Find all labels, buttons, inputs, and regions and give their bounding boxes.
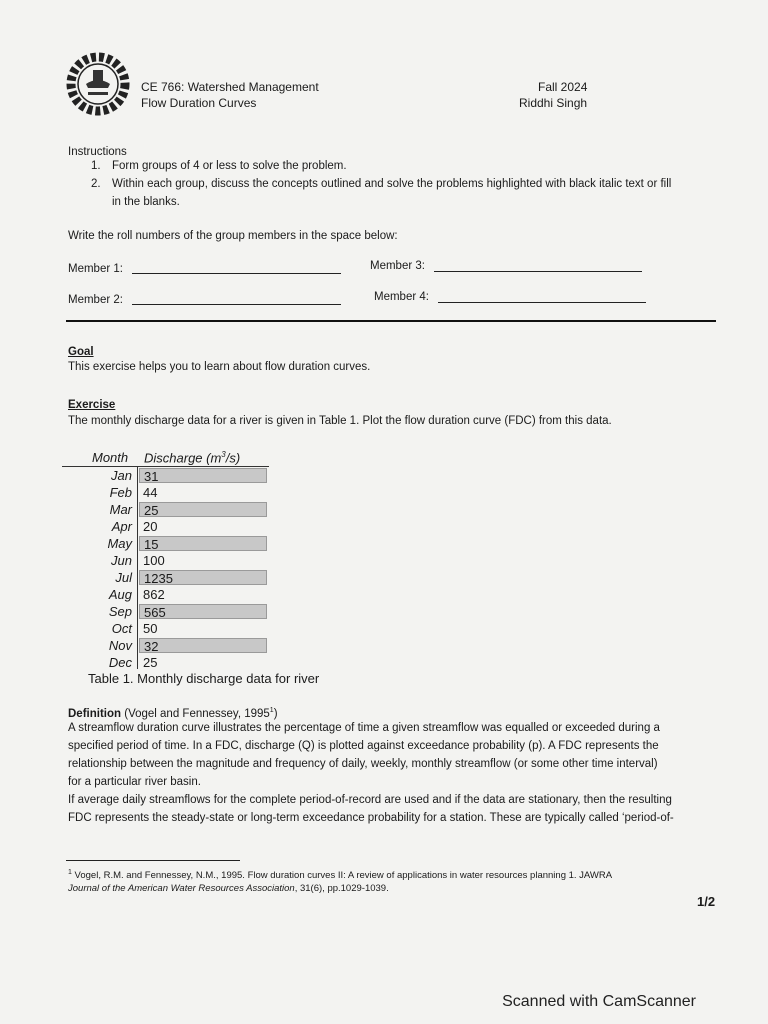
instructions-title: Instructions bbox=[68, 146, 127, 158]
table-row-month: Oct bbox=[111, 621, 132, 636]
member-4-field[interactable] bbox=[438, 302, 646, 303]
instruction-2-text-cont: in the blanks. bbox=[112, 196, 180, 208]
footnote-rest: , 31(6), pp.1029-1039. bbox=[294, 883, 389, 894]
page-number: 1/2 bbox=[697, 894, 716, 909]
table-row-month: Jul bbox=[115, 570, 132, 585]
table-row-value: 44 bbox=[143, 485, 158, 500]
table-row-month: Feb bbox=[109, 485, 132, 500]
table-column-rule bbox=[137, 466, 138, 669]
instructor-name: Riddhi Singh bbox=[519, 96, 588, 110]
table-row-month: Nov bbox=[108, 638, 132, 653]
table-row-value: 15 bbox=[139, 536, 267, 551]
member-2-field[interactable] bbox=[132, 304, 341, 305]
table-row-month: May bbox=[107, 536, 132, 551]
definition-heading-line bbox=[68, 707, 278, 720]
definition-line-5: If average daily streamflows for the complete period-of-record are used and if the data are stationary, then the resulting bbox=[68, 794, 672, 806]
table-row-month: Dec bbox=[108, 655, 132, 670]
goal-heading: Goal bbox=[68, 346, 94, 358]
instruction-1-text: Form groups of 4 or less to solve the problem. bbox=[112, 160, 347, 172]
table-row-value: 31 bbox=[139, 468, 267, 483]
footnote-mark: 1 bbox=[68, 869, 72, 876]
definition-line-1: A streamflow duration curve illustrates the percentage of time a given streamflow was equalled or exceeded during a bbox=[68, 722, 660, 734]
table-row-month: Jun bbox=[111, 553, 132, 568]
table-row-value: 25 bbox=[139, 502, 267, 517]
table-row-value: 20 bbox=[143, 519, 158, 534]
definition-heading: Definition bbox=[68, 707, 122, 720]
section-divider bbox=[66, 320, 716, 322]
discharge-label: Discharge (m bbox=[144, 450, 222, 466]
footnote-line-2 bbox=[68, 883, 389, 894]
definition-cite-end: ) bbox=[273, 707, 278, 720]
institute-logo-icon bbox=[62, 48, 134, 120]
definition-line-4: for a particular river basin. bbox=[68, 776, 201, 788]
member-4-label: Member 4: bbox=[374, 291, 429, 303]
definition-line-2: specified period of time. In a FDC, discharge (Q) is plotted against exceedance probability (p). A FDC represents the bbox=[68, 740, 659, 752]
table-row-month: Aug bbox=[108, 587, 132, 602]
definition-cite: (Vogel and Fennessey, 1995 bbox=[124, 707, 270, 720]
footnote-text: Vogel, R.M. and Fennessey, N.M., 1995. Flow duration curves II: A review of applications in water resources planning 1. JAWRA bbox=[74, 870, 613, 882]
table-row-month: Sep bbox=[108, 604, 132, 619]
scanner-stamp: Scanned with CamScanner bbox=[502, 993, 696, 1010]
term-label: Fall 2024 bbox=[538, 80, 588, 94]
table-header-discharge bbox=[144, 450, 240, 465]
table-row-value: 100 bbox=[143, 553, 165, 568]
exercise-text: The monthly discharge data for a river is given in Table 1. Plot the flow duration curve (FDC) from this data. bbox=[68, 415, 612, 427]
member-3-label: Member 3: bbox=[370, 260, 425, 272]
table-row-value: 1235 bbox=[139, 570, 267, 585]
definition-cite-footnote-mark: 1 bbox=[269, 707, 274, 714]
exercise-heading: Exercise bbox=[68, 399, 116, 411]
instruction-1-number: 1. bbox=[91, 160, 101, 172]
table-row-month: Apr bbox=[111, 519, 132, 534]
table-row-value: 50 bbox=[143, 621, 158, 636]
table-row-month: Mar bbox=[109, 502, 132, 517]
table-row-value: 32 bbox=[139, 638, 267, 653]
member-1-field[interactable] bbox=[132, 273, 341, 274]
member-2-label: Member 2: bbox=[68, 294, 123, 306]
definition-line-3: relationship between the magnitude and frequency of daily, weekly, monthly streamflow (or some other time interval) bbox=[68, 758, 658, 770]
roll-prompt: Write the roll numbers of the group members in the space below: bbox=[68, 230, 398, 242]
discharge-unit-exponent: 3 bbox=[221, 450, 226, 459]
member-3-field[interactable] bbox=[434, 271, 642, 272]
topic-title: Flow Duration Curves bbox=[141, 96, 257, 110]
instruction-2-number: 2. bbox=[91, 178, 101, 190]
table-header-rule bbox=[62, 466, 269, 467]
table-header-month: Month bbox=[92, 450, 129, 465]
footnote-rule bbox=[66, 860, 240, 861]
footnote-journal: Journal of the American Water Resources Association bbox=[68, 883, 295, 894]
definition-line-6: FDC represents the steady-state or long-term exceedance probability for a station. These are typically called ‘period-of- bbox=[68, 812, 674, 824]
footnote-line-1 bbox=[68, 869, 612, 881]
member-1-label: Member 1: bbox=[68, 263, 123, 275]
table-row-value: 565 bbox=[139, 604, 267, 619]
table-row-value: 25 bbox=[143, 655, 158, 670]
course-title: CE 766: Watershed Management bbox=[141, 80, 319, 94]
goal-text: This exercise helps you to learn about flow duration curves. bbox=[68, 361, 371, 373]
table-row-value: 862 bbox=[143, 587, 165, 602]
table-caption: Table 1. Monthly discharge data for river bbox=[88, 671, 320, 686]
discharge-unit-end: /s) bbox=[225, 450, 241, 466]
instruction-2-text: Within each group, discuss the concepts outlined and solve the problems highlighted with black italic text or fill bbox=[112, 178, 672, 190]
table-row-month: Jan bbox=[111, 468, 132, 483]
